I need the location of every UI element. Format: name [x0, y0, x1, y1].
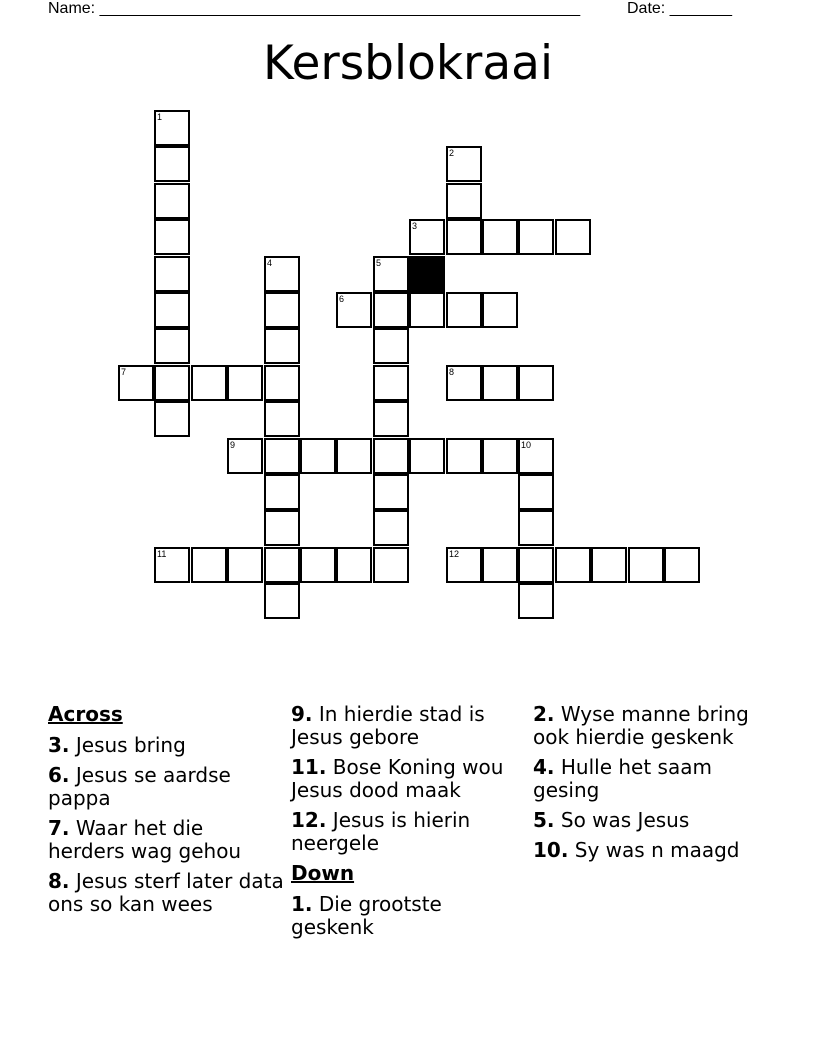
clue-text: Jesus se aardse pappa	[48, 763, 231, 810]
clue-number: 2.	[533, 702, 555, 726]
clue-down-2	[533, 703, 769, 749]
clues-column-1	[48, 703, 284, 923]
grid-cell[interactable]	[264, 292, 300, 328]
cell-number: 9	[230, 440, 236, 450]
puzzle-title: Kersblokraai	[262, 36, 554, 91]
clue-text: In hierdie stad is Jesus gebore	[291, 702, 485, 749]
name-field-label: Name: ______________________________________________________	[48, 0, 581, 17]
grid-cell[interactable]	[154, 401, 190, 437]
grid-cell[interactable]	[227, 365, 263, 401]
grid-cell[interactable]	[264, 401, 300, 437]
clue-across-7	[48, 817, 284, 863]
grid-cell[interactable]	[518, 219, 554, 255]
clue-number: 5.	[533, 808, 555, 832]
grid-cell[interactable]	[446, 438, 482, 474]
clue-across-3	[48, 734, 284, 757]
clue-across-11	[291, 756, 527, 802]
grid-cell[interactable]	[446, 547, 482, 583]
grid-cell[interactable]	[300, 547, 336, 583]
cell-number: 12	[449, 549, 460, 559]
cell-number: 6	[339, 294, 345, 304]
clue-number: 10.	[533, 838, 569, 862]
grid-cell[interactable]	[518, 583, 554, 619]
clue-text: Waar het die herders wag gehou	[48, 816, 242, 863]
cell-number: 4	[267, 258, 273, 268]
cell-number: 11	[157, 549, 167, 559]
cell-number: 3	[412, 221, 418, 231]
clue-number: 9.	[291, 702, 313, 726]
clue-text: Hulle het saam gesing	[533, 755, 712, 802]
clue-text: Bose Koning wou Jesus dood maak	[291, 755, 504, 802]
grid-cell[interactable]	[373, 547, 409, 583]
grid-cell[interactable]	[482, 365, 518, 401]
clue-number: 11.	[291, 755, 327, 779]
grid-cell[interactable]	[154, 328, 190, 364]
grid-cell[interactable]	[518, 474, 554, 510]
grid-cell[interactable]	[154, 110, 190, 146]
clue-text: Jesus sterf later data ons so kan wees	[48, 869, 284, 916]
grid-cell[interactable]	[264, 547, 300, 583]
grid-cell[interactable]	[409, 292, 445, 328]
clue-text: Jesus is hierin neergele	[291, 808, 471, 855]
clues-column-2	[291, 703, 527, 946]
clue-down-4	[533, 756, 769, 802]
grid-cell[interactable]	[154, 292, 190, 328]
grid-cell[interactable]	[373, 438, 409, 474]
clue-down-5	[533, 809, 769, 832]
grid-cell[interactable]	[518, 438, 554, 474]
cell-number: 2	[449, 148, 455, 158]
clue-text: Sy was n maagd	[574, 838, 740, 862]
cell-number: 10	[521, 440, 532, 450]
grid-cell[interactable]	[373, 401, 409, 437]
grid-cell[interactable]	[154, 146, 190, 182]
grid-cell[interactable]	[664, 547, 700, 583]
clue-number: 3.	[48, 733, 70, 757]
clue-down-10	[533, 839, 769, 862]
grid-cell[interactable]	[191, 365, 227, 401]
grid-cell[interactable]	[446, 292, 482, 328]
grid-cell[interactable]	[518, 510, 554, 546]
clues-column-3	[533, 703, 769, 869]
clue-across-9	[291, 703, 527, 749]
grid-cell[interactable]	[555, 547, 591, 583]
clue-across-6	[48, 764, 284, 810]
black-cell	[409, 256, 445, 292]
clue-down-1	[291, 893, 527, 939]
clue-text: Wyse manne bring ook hierdie geskenk	[533, 702, 749, 749]
grid-cell[interactable]	[591, 547, 627, 583]
grid-cell[interactable]	[482, 547, 518, 583]
grid-cell[interactable]	[409, 438, 445, 474]
grid-cell[interactable]	[446, 219, 482, 255]
grid-cell[interactable]	[373, 292, 409, 328]
grid-cell[interactable]	[446, 183, 482, 219]
grid-cell[interactable]	[446, 146, 482, 182]
grid-cell[interactable]	[264, 474, 300, 510]
grid-cell[interactable]	[227, 547, 263, 583]
clue-text: Jesus bring	[75, 733, 186, 757]
grid-cell[interactable]	[518, 365, 554, 401]
grid-cell[interactable]	[373, 510, 409, 546]
grid-cell[interactable]	[264, 438, 300, 474]
grid-cell[interactable]	[409, 219, 445, 255]
grid-cell[interactable]	[518, 547, 554, 583]
grid-cell[interactable]	[264, 510, 300, 546]
clue-number: 7.	[48, 816, 70, 840]
grid-cell[interactable]	[154, 256, 190, 292]
grid-cell[interactable]	[628, 547, 664, 583]
grid-cell[interactable]	[264, 328, 300, 364]
clue-text: Die grootste geskenk	[291, 892, 442, 939]
grid-cell[interactable]	[336, 438, 372, 474]
grid-cell[interactable]	[154, 365, 190, 401]
grid-cell[interactable]	[336, 292, 372, 328]
grid-cell[interactable]	[373, 328, 409, 364]
across-heading: Across	[48, 702, 123, 726]
clue-number: 12.	[291, 808, 327, 832]
clue-across-12	[291, 809, 527, 855]
clue-number: 4.	[533, 755, 555, 779]
grid-cell[interactable]	[191, 547, 227, 583]
cell-number: 7	[121, 367, 127, 377]
clue-number: 6.	[48, 763, 70, 787]
clue-number: 1.	[291, 892, 313, 916]
grid-cell[interactable]	[300, 438, 336, 474]
cell-number: 8	[449, 367, 455, 377]
grid-cell[interactable]	[227, 438, 263, 474]
grid-cell[interactable]	[118, 365, 154, 401]
clue-across-8	[48, 870, 284, 916]
date-field-label: Date: _______	[627, 0, 732, 17]
grid-cell[interactable]	[154, 547, 190, 583]
grid-cell[interactable]	[264, 256, 300, 292]
grid-cell[interactable]	[336, 547, 372, 583]
grid-cell[interactable]	[154, 183, 190, 219]
grid-cell[interactable]	[482, 219, 518, 255]
clue-number: 8.	[48, 869, 70, 893]
grid-cell[interactable]	[482, 292, 518, 328]
grid-cell[interactable]	[264, 583, 300, 619]
grid-cell[interactable]	[482, 438, 518, 474]
cell-number: 1	[157, 112, 163, 122]
grid-cell[interactable]	[555, 219, 591, 255]
clue-text: So was Jesus	[560, 808, 690, 832]
grid-cell[interactable]	[264, 365, 300, 401]
grid-cell[interactable]	[373, 256, 409, 292]
grid-cell[interactable]	[373, 365, 409, 401]
grid-cell[interactable]	[154, 219, 190, 255]
down-heading: Down	[291, 861, 355, 885]
grid-cell[interactable]	[446, 365, 482, 401]
cell-number: 5	[376, 258, 382, 268]
grid-cell[interactable]	[373, 474, 409, 510]
